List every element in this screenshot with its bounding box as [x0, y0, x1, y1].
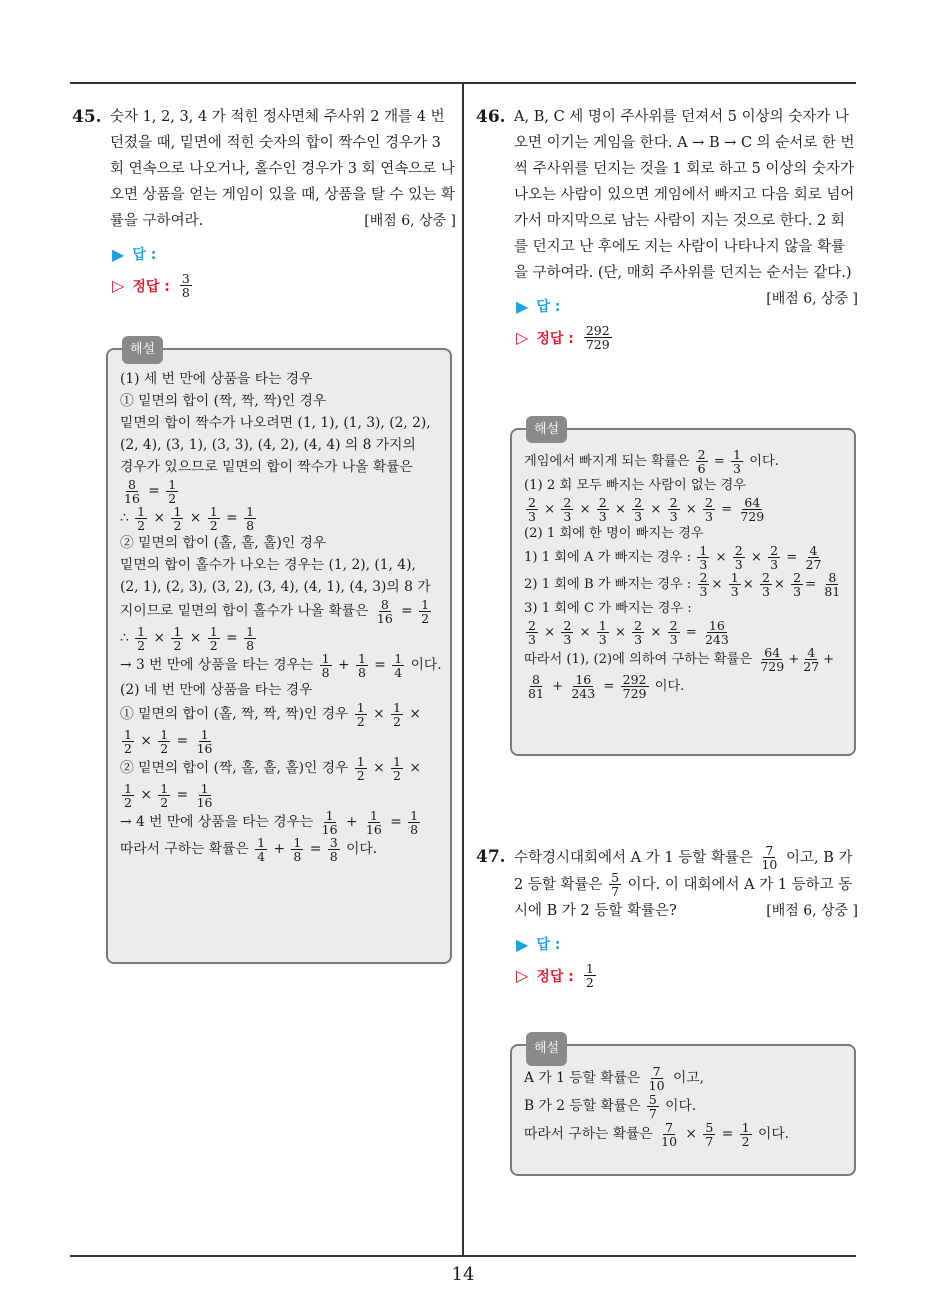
- exp-line: ② 밑면의 합이 (홀, 홀, 홀)인 경우: [120, 535, 327, 551]
- exp-formula: 따라서 (1), (2)에 의하여 구하는 확률은 $\frac{64}{729}$ + $\frac{4}{27}$ +: [524, 645, 835, 674]
- correct-fraction: $\frac{3}{8}$: [181, 271, 190, 300]
- exp-formula: A 가 1 등할 확률은 $\frac{7}{10}$ 이고,: [524, 1064, 704, 1093]
- answer-label: 답 :: [536, 299, 561, 315]
- explanation-tag: 해설: [526, 416, 567, 443]
- exp-line: 밑면의 합이 짝수가 나오려면 (1, 1), (1, 3), (2, 2),: [120, 415, 431, 431]
- exp-line: (1) 세 번 만에 상품을 타는 경우: [120, 371, 313, 387]
- correct-answer-row: [112, 272, 456, 299]
- explanation-tag: 해설: [526, 1032, 567, 1066]
- exp-line: (2, 1), (2, 3), (3, 2), (3, 4), (4, 1), (4, 3)의 8 가: [120, 579, 431, 595]
- exp-formula: 1) 1 회에 A 가 빠지는 경우 : $\frac{1}{3}$ × $\frac{2}{3}$ × $\frac{2}{3}$ = $\frac{4}{27}$: [524, 543, 822, 572]
- exp-formula: 지이므로 밑면의 합이 홀수가 나올 확률은 $\frac{8}{16}$ = $\frac{1}{2}$: [120, 597, 430, 626]
- score-meta: [배점 6, 상중 ]: [766, 903, 858, 919]
- explanation-tag: 해설: [122, 336, 163, 364]
- exp-formula: $\frac{1}{2}$ × $\frac{1}{2}$ = $\frac{1}{16}$: [124, 781, 213, 810]
- exp-formula: 따라서 구하는 확률은 $\frac{1}{4}$ + $\frac{1}{8}$ = $\frac{3}{8}$ 이다.: [120, 835, 378, 864]
- correct-label: 정답 :: [536, 330, 574, 347]
- answer-label: 답 :: [536, 937, 561, 953]
- exp-line: (2) 1 회에 한 명이 빠지는 경우: [524, 526, 704, 541]
- answer-label: 답 :: [132, 247, 157, 263]
- exp-line: ① 밑면의 합이 (짝, 짝, 짝)인 경우: [120, 393, 327, 409]
- question-46: [476, 104, 858, 351]
- answer-row: [112, 244, 456, 264]
- exp-formula: → 3 번 만에 상품을 타는 경우는 $\frac{1}{8}$ + $\frac{1}{8}$ = $\frac{1}{4}$ 이다.: [120, 651, 442, 680]
- question-number: 46.: [476, 107, 506, 127]
- question-number: 45.: [72, 107, 102, 127]
- exp-formula: 게임에서 빠지게 되는 확률은 $\frac{2}{6}$ = $\frac{1}{3}$ 이다.: [524, 447, 779, 476]
- exp-formula: ∴ $\frac{1}{2}$ × $\frac{1}{2}$ × $\frac{1}{2}$ = $\frac{1}{8}$: [120, 504, 255, 533]
- play-filled-icon: ▶: [112, 244, 125, 264]
- question-45: [72, 104, 456, 299]
- column-divider: [462, 84, 464, 1256]
- answer-row: [516, 296, 766, 316]
- question-text: A, B, C 세 명이 주사위를 던져서 5 이상의 숫자가 나오면 이기는 게임을 한다. A → B → C 의 순서로 한 번씩 주사위를 던지는 것을 1 회로 하고 5 이상의 숫자가 나오는 사람이 있으면 게임에서 빠지고 다음 회로 넘어가서 마지막으로 남는 사람이 지는 것으로 한다. 2 회를 던지고 난 후에도 지는 사람이 나타나지 않을 확률을 구하여라. (단, 매회 주사위를 던지는 순서는 같다.): [514, 109, 855, 281]
- score-meta: [배점 6, 상중 ]: [766, 291, 858, 307]
- exp-formula: $\frac{8}{16}$ = $\frac{1}{2}$: [124, 477, 177, 506]
- exp-line: 밑면의 합이 홀수가 나오는 경우는 (1, 2), (1, 4),: [120, 557, 416, 573]
- score-meta: [배점 6, 상중 ]: [364, 213, 456, 229]
- exp-line: 3) 1 회에 C 가 빠지는 경우 :: [524, 601, 692, 616]
- page-number: 14: [451, 1264, 475, 1285]
- exp-formula: → 4 번 만에 상품을 타는 경우는 $\frac{1}{16}$ + $\frac{1}{16}$ = $\frac{1}{8}$: [120, 808, 419, 837]
- play-outline-icon: ▷: [516, 966, 529, 985]
- correct-label: 정답 :: [132, 278, 170, 295]
- correct-fraction: $\frac{1}{2}$: [585, 961, 594, 990]
- bottom-rule: [70, 1255, 856, 1257]
- question-number: 47.: [476, 847, 506, 867]
- correct-answer-row: [516, 962, 858, 989]
- exp-line: (2, 4), (3, 1), (3, 3), (4, 2), (4, 4) 의 8 가지의: [120, 437, 416, 453]
- exp-formula: $\frac{1}{2}$ × $\frac{1}{2}$ = $\frac{1}{16}$: [124, 727, 213, 756]
- explanation-box-45: [106, 342, 452, 964]
- correct-fraction: $\frac{292}{729}$: [585, 323, 610, 352]
- exp-formula: ∴ $\frac{1}{2}$ × $\frac{1}{2}$ × $\frac{1}{2}$ = $\frac{1}{8}$: [120, 624, 255, 653]
- explanation-box-47: [510, 1041, 856, 1176]
- exp-line: 경우가 있으므로 밑면의 합이 짝수가 나올 확률은: [120, 459, 413, 475]
- play-outline-icon: ▷: [112, 276, 125, 295]
- question-text: 숫자 1, 2, 3, 4 가 적힌 정사면체 주사위 2 개를 4 번 던졌을 때, 밑면에 적힌 숫자의 합이 짝수인 경우가 3 회 연속으로 나오거나, 홀수인 경우가 3 회 연속으로 나오면 상품을 얻는 게임이 있을 때, 상품을 탈 수 있는 확률을 구하여라.: [110, 109, 455, 229]
- exp-formula: 2) 1 회에 B 가 빠지는 경우 : $\frac{2}{3}$ × $\frac{1}{3}$ × $\frac{2}{3}$ × $\frac{2}{3}$ = $\frac{8}{81}$: [524, 570, 841, 599]
- exp-line: (2) 네 번 만에 상품을 타는 경우: [120, 682, 313, 698]
- exp-formula: $\frac{2}{3}$ × $\frac{2}{3}$ × $\frac{1}{3}$ × $\frac{2}{3}$ × $\frac{2}{3}$ = $\frac{16}{243}$: [528, 618, 729, 647]
- correct-answer-row: [516, 324, 858, 351]
- exp-formula: ② 밑면의 합이 (짝, 홀, 홀, 홀)인 경우 $\frac{1}{2}$ × $\frac{1}{2}$ ×: [120, 754, 421, 783]
- question-text: 수학경시대회에서 A 가 1 등할 확률은 $\frac{7}{10}$ 이고, B 가 2 등할 확률은 $\frac{5}{7}$ 이다. 이 대회에서 A 가 1 등하고 동시에 B 가 2 등할 확률은?: [514, 843, 853, 919]
- exp-line: (1) 2 회 모두 빠지는 사람이 없는 경우: [524, 478, 747, 493]
- question-47: [476, 844, 858, 989]
- play-filled-icon: ▶: [516, 934, 529, 954]
- exp-formula: B 가 2 등할 확률은 $\frac{5}{7}$ 이다.: [524, 1092, 697, 1121]
- correct-label: 정답 :: [536, 968, 574, 985]
- play-outline-icon: ▷: [516, 328, 529, 347]
- exp-formula: $\frac{8}{81}$ + $\frac{16}{243}$ = $\frac{292}{729}$ 이다.: [528, 672, 685, 701]
- explanation-box-46: [510, 422, 856, 756]
- exp-formula: ① 밑면의 합이 (홀, 짝, 짝, 짝)인 경우 $\frac{1}{2}$ × $\frac{1}{2}$ ×: [120, 700, 421, 729]
- play-filled-icon: ▶: [516, 296, 529, 316]
- exp-formula: $\frac{2}{3}$ × $\frac{2}{3}$ × $\frac{2}{3}$ × $\frac{2}{3}$ × $\frac{2}{3}$ × $\frac{2}{3}$ = $\frac{64}{729}$: [528, 495, 765, 524]
- exp-formula: 따라서 구하는 확률은 $\frac{7}{10}$ × $\frac{5}{7}$ = $\frac{1}{2}$ 이다.: [524, 1120, 790, 1149]
- answer-row: [516, 934, 858, 954]
